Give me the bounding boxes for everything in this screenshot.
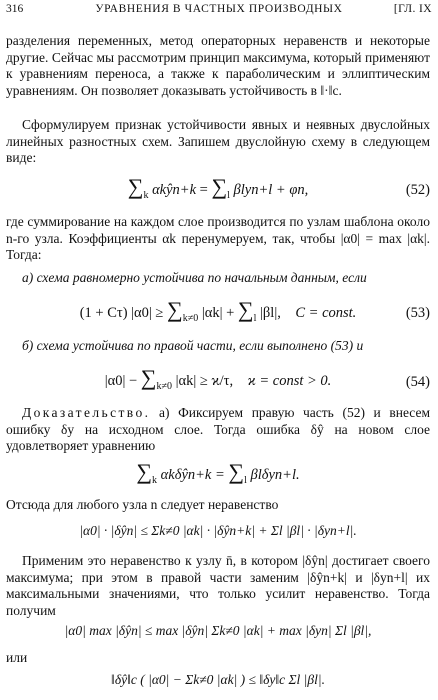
equation-error-formula: $\sum_k$ αkδŷn+k = $\sum_l$ βlδyn+l. — [136, 459, 300, 486]
summation-text: где суммирование на каждом слое производится по узлам шаблона около n-го узла. Коэффициенты αk перенумеруем, так, чтобы |α0| = max |αk|. Тогда: — [6, 214, 430, 262]
equation-54-formula: $|\alpha 0| - \sum_{k\ne 0}$ |αk| ≥ ϰ/τ, ϰ = const > 0. — [104, 365, 332, 392]
intro-text: разделения переменных, метод операторных неравенств и некоторые другие. Сейчас мы рассмотрим принцип максимума, который применяют к уравнениям переноса, а также к параболическим и эллиптическим уравнениям. Он позволяет доказывать устойчивость в ‖·‖c. — [6, 33, 430, 98]
equation-53-number: (53) — [405, 305, 430, 321]
equation-53 — [6, 297, 430, 326]
condition-b — [6, 338, 430, 355]
hence-text: Отсюда для любого узла n следует неравенство — [6, 497, 279, 512]
equation-52-number: (52) — [405, 182, 430, 198]
equation-54 — [6, 365, 430, 396]
condition-a-text: а) схема равномерно устойчива по начальным данным, если — [22, 270, 367, 285]
summation-paragraph — [6, 214, 430, 264]
or-text: или — [6, 650, 28, 665]
running-title: УРАВНЕНИЯ В ЧАСТНЫХ ПРОИЗВОДНЫХ — [95, 3, 343, 15]
equation-54-number: (54) — [405, 374, 430, 390]
running-header — [6, 0, 432, 16]
chapter-label: [ГЛ. IX — [393, 3, 432, 15]
proof-word: Доказательство. — [22, 405, 151, 420]
equation-final — [6, 672, 430, 696]
proof-text: Доказательство. а) Фиксируем правую часть (52) и внесем ошибку δy на исходном слое. Тогда ошибка δŷ на новом слое удовлетворяет уравнению — [6, 405, 430, 453]
or-paragraph — [6, 650, 430, 667]
condition-a — [6, 270, 430, 287]
equation-final-formula: ‖δŷ‖c ( |α0| − Σk≠0 |αk| ) ≤ ‖δy‖c Σl |βl|. — [111, 672, 325, 687]
equation-max — [6, 623, 430, 647]
hence-paragraph — [6, 497, 430, 514]
equation-error — [6, 459, 430, 488]
proof-paragraph — [6, 405, 430, 455]
condition-b-text: б) схема устойчива по правой части, если выполнено (53) и — [22, 338, 364, 353]
apply-text: Применим это неравенство к узлу n̄, в котором |δŷn| достигает своего максимума; при этом в правой части заменим |δŷn+k| и |δyn+l| их максимальными значениями, что только усилит неравенство. Тогда получим — [6, 553, 430, 618]
intro-paragraph — [6, 33, 430, 99]
equation-53-formula: (1 + Cτ) $|\alpha 0| \ge \sum_{k\ne 0}$ $|\alpha k| + \sum_l$ |βl|, C = const. — [79, 297, 357, 324]
equation-inequality-formula: |α0| · |δŷn| ≤ Σk≠0 |αk| · |δŷn+k| + Σl |βl| · |δyn+l|. — [79, 523, 357, 538]
equation-inequality — [6, 523, 430, 547]
apply-paragraph — [6, 553, 430, 619]
equation-52 — [6, 174, 430, 203]
formulate-paragraph — [6, 117, 430, 167]
equation-max-formula: |α0| max |δŷn| ≤ max |δŷn| Σk≠0 |αk| + max |δyn| Σl |βl|, — [64, 623, 372, 638]
formulate-text: Сформулируем признак устойчивости явных и неявных двуслойных линейных разностных схем. Запишем двуслойную схему в следующем виде: — [6, 117, 430, 165]
page-number: 316 — [6, 3, 24, 15]
equation-52-formula: $\sum_k$ αkŷn+k = $\sum_l$ βlyn+l + φn, — [127, 174, 309, 201]
